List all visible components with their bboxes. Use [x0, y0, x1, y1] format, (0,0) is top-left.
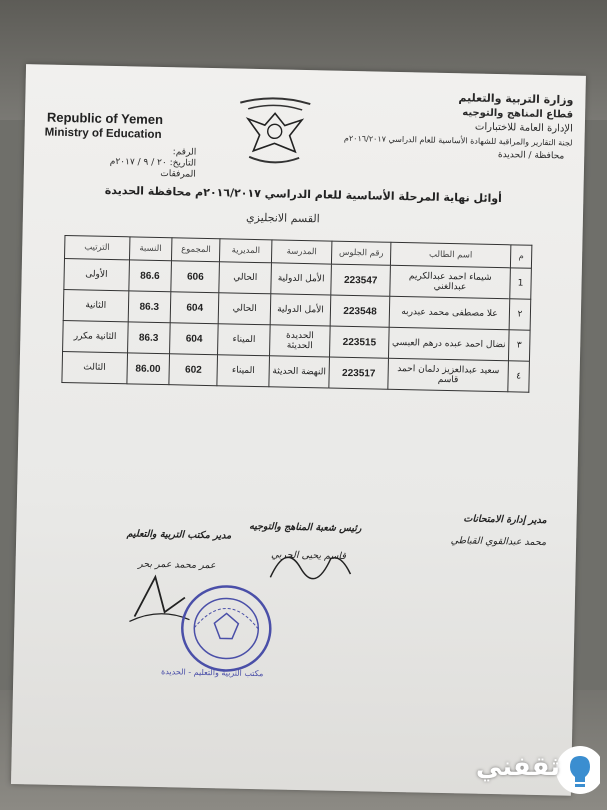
header-ar-directorate: الإدارة العامة للاختبارات: [474, 121, 573, 135]
cell-school: الأمل الدولية: [270, 294, 331, 326]
signature-curriculum-title: رئيس شعبة المناهج والتوجيه: [249, 520, 362, 535]
document-title: أوائل نهاية المرحلة الأساسية للعام الدراسي ٢٠١٦/٢٠١٧م محافظة الحديدة: [104, 183, 503, 206]
cell-student-name: علا مصطفى محمد عبدربه: [389, 296, 509, 330]
cell-district: الميناء: [217, 355, 269, 387]
document-paper: [11, 64, 586, 796]
yemen-eagle-emblem-icon: [229, 90, 321, 172]
official-stamp-icon: [178, 582, 275, 674]
cell-index: ٢: [509, 299, 531, 330]
signature-office-title: مدير مكتب التربية والتعليم: [126, 528, 232, 542]
cell-index: 1: [510, 268, 532, 299]
col-header-total: المجموع: [172, 238, 221, 262]
header-ar-sector: قطاع المناهج والتوجيه: [462, 107, 574, 121]
header-en-ministry: Ministry of Education: [44, 126, 162, 141]
header-ref-label: الرقم:: [172, 147, 197, 158]
header-ar-committee: لجنة التقارير والمراقبة للشهادة الأساسية للعام الدراسي ٢٠١٦/٢٠١٧م: [343, 133, 573, 148]
cell-percentage: 86.3: [127, 322, 170, 354]
cell-index: ٤: [508, 361, 530, 392]
cell-rank: الثانية مكرر: [63, 320, 128, 352]
cell-school: الحديدة الحديثة: [269, 325, 330, 357]
col-header-index: م: [510, 245, 531, 268]
cell-index: ٣: [508, 330, 530, 361]
signature-curriculum-name: قاسم يحيى الحربي: [270, 549, 346, 562]
cell-percentage: 86.3: [128, 291, 171, 323]
signature-exams-name: محمد عبدالقوي القباطي: [450, 535, 547, 549]
cell-percentage: 86.6: [128, 260, 171, 292]
cell-rank: الثانية: [63, 289, 128, 321]
header-date: التاريخ: ٢٠ / ٩ / ٢٠١٧م: [109, 156, 197, 169]
cell-total: 604: [170, 323, 219, 355]
cell-seat-number: 223548: [330, 295, 390, 327]
cell-district: الميناء: [218, 324, 270, 356]
cell-student-name: سعيد عبدالعزيز دلمان احمد قاسم: [388, 358, 508, 392]
cell-seat-number: 223515: [330, 326, 390, 358]
cell-rank: الأولى: [64, 258, 129, 290]
cell-school: الأمل الدولية: [271, 263, 332, 295]
cell-seat-number: 223547: [331, 264, 391, 296]
col-header-seat-number: رقم الجلوس: [332, 241, 391, 265]
header-en-republic: Republic of Yemen: [46, 109, 164, 128]
cell-student-name: نضال احمد عبده درهم العبسي: [389, 327, 509, 361]
cell-school: النهضة الحديثة: [269, 356, 330, 388]
stamp-text: مكتب التربية والتعليم - الحديدة: [160, 667, 264, 679]
department-label: القسم الانجليزي: [245, 210, 320, 226]
handwritten-signature-icon: [265, 537, 356, 589]
cell-seat-number: 223517: [329, 357, 389, 389]
col-header-student-name: اسم الطالب: [391, 242, 511, 268]
cell-student-name: شيماء احمد عبدالكريم عبدالغني: [390, 265, 510, 299]
cell-total: 606: [171, 261, 220, 293]
cell-total: 604: [170, 292, 219, 324]
cell-district: الحالي: [219, 262, 271, 294]
cell-total: 602: [169, 354, 218, 386]
signature-office-name: عمر محمد عمر بحر: [137, 558, 216, 572]
watermark-text: ثقفني: [475, 752, 560, 782]
col-header-percentage: النسبة: [129, 237, 172, 261]
cell-percentage: 86.00: [126, 353, 169, 385]
header-ar-ministry: وزارة التربية والتعليم: [458, 91, 574, 107]
header-attachments: المرفقات: [160, 168, 196, 180]
col-header-district: المديرية: [220, 239, 272, 263]
cell-district: الحالي: [219, 293, 271, 325]
cell-rank: الثالث: [62, 351, 127, 383]
col-header-school: المدرسة: [271, 240, 332, 264]
signature-exams-title: مدير إدارة الامتحانات: [463, 513, 547, 527]
header-ar-governorate: محافظة / الحديدة: [497, 150, 565, 162]
top-students-table: [61, 235, 532, 393]
col-header-rank: الترتيب: [64, 235, 129, 259]
